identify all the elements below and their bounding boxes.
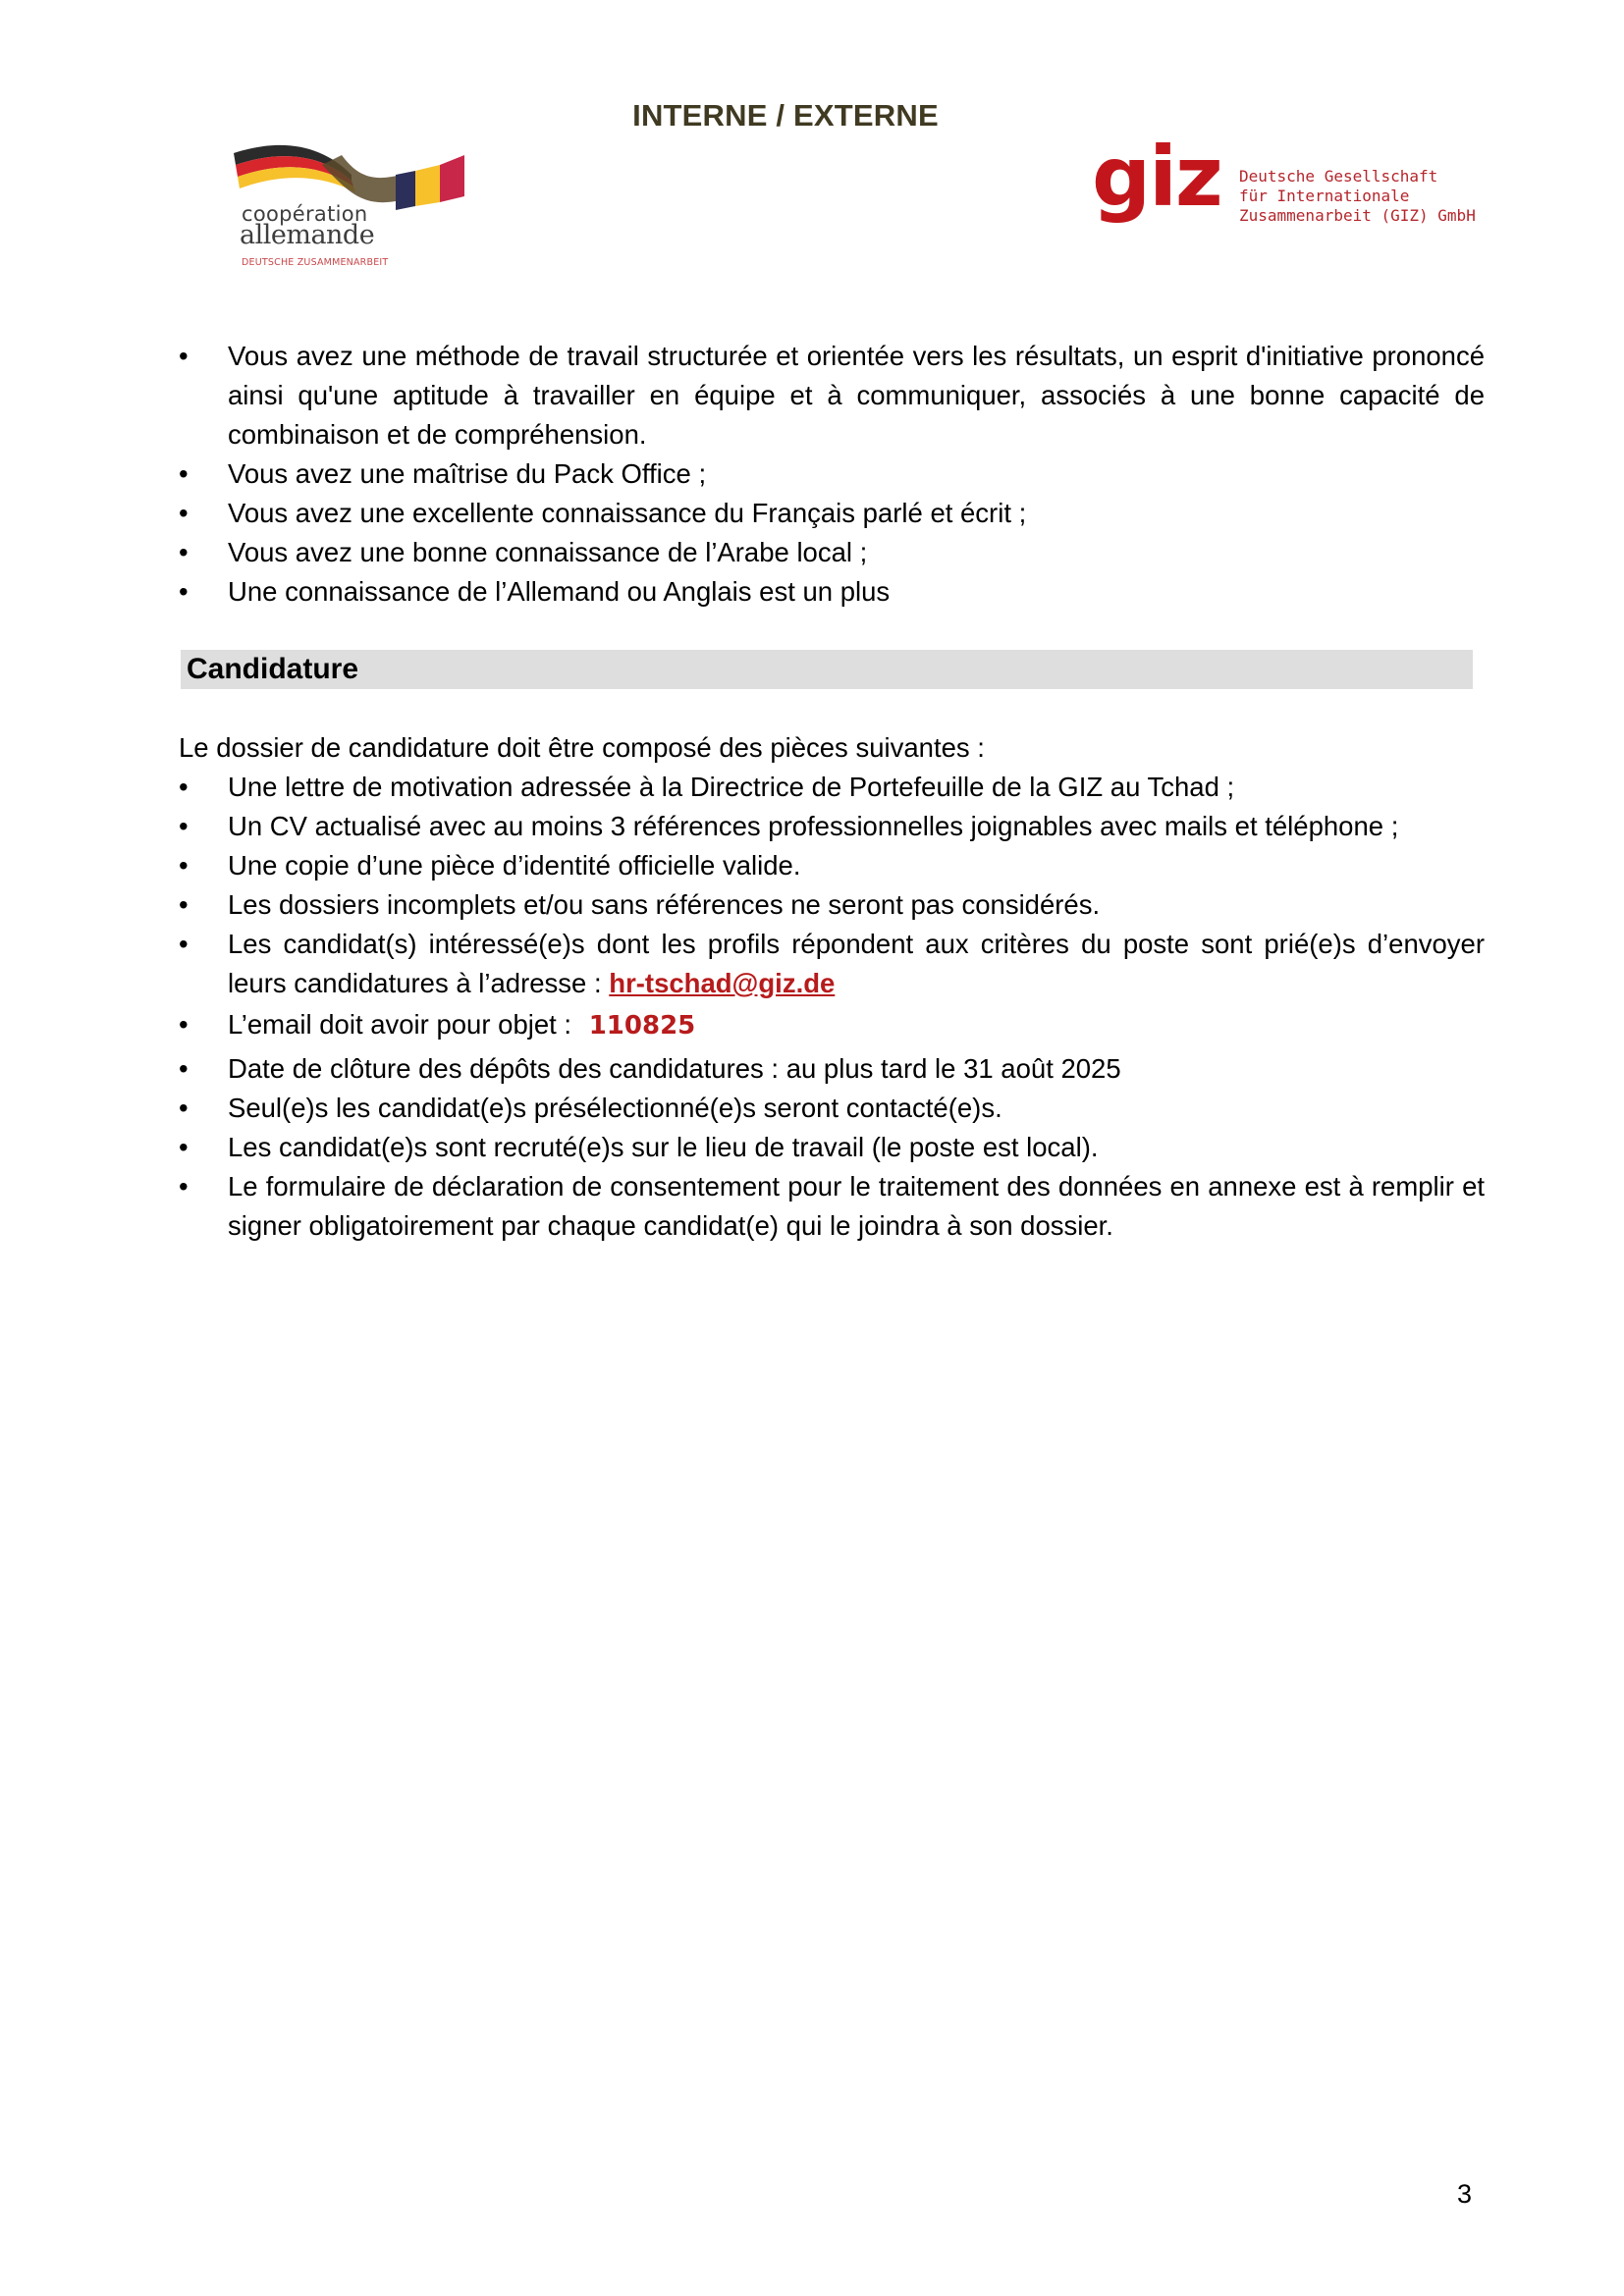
bullet-icon: •: [179, 576, 189, 607]
bullet-icon: •: [179, 458, 189, 489]
list-item: [179, 1089, 1485, 1128]
candidature-section: [179, 728, 1485, 1246]
requirements-list: [179, 337, 1485, 612]
bullet-icon: •: [179, 1132, 189, 1162]
bullet-icon: •: [179, 850, 189, 881]
section-heading-band: [181, 650, 1473, 689]
bullet-icon: •: [179, 889, 189, 920]
bullet-icon: •: [179, 498, 189, 528]
list-item-text: Vous avez une bonne connaissance de l’Arabe local ;: [228, 537, 868, 567]
list-item-text: Les candidat(e)s sont recruté(e)s sur le lieu de travail (le poste est local).: [228, 1132, 1099, 1162]
list-item-text: Les dossiers incomplets et/ou sans références ne seront pas considérés.: [228, 889, 1101, 920]
bullet-icon: •: [179, 929, 189, 959]
list-item: [179, 768, 1485, 807]
list-item-text: Vous avez une excellente connaissance du Français parlé et écrit ;: [228, 498, 1027, 528]
list-item-text: Date de clôture des dépôts des candidatures : au plus tard le 31 août 2025: [228, 1053, 1121, 1084]
section-heading-candidature: Candidature: [187, 653, 359, 685]
logo-text-cooperation: coopération: [242, 202, 368, 226]
requirements-section: [179, 337, 1485, 612]
list-item: [179, 1005, 1485, 1045]
bullet-icon: •: [179, 537, 189, 567]
giz-logo-line3: Zusammenarbeit (GIZ) GmbH: [1239, 206, 1476, 225]
bullet-icon: •: [179, 1171, 189, 1201]
list-item-text: Seul(e)s les candidat(e)s présélectionné(e)s seront contacté(e)s.: [228, 1093, 1002, 1123]
list-item-text: Une copie d’une pièce d’identité officielle valide.: [228, 850, 801, 881]
list-item: [179, 494, 1485, 533]
page-number: 3: [1457, 2179, 1473, 2209]
list-item: [179, 885, 1485, 925]
email-link[interactable]: hr-tschad@giz.de: [609, 968, 836, 998]
bullet-icon: •: [179, 811, 189, 841]
list-item: [179, 925, 1485, 1003]
giz-logo: [1092, 129, 1485, 257]
list-item-text: Vous avez une méthode de travail structurée et orientée vers les résultats, un esprit d'initiative prononcé ainsi qu'une aptitude à travailler en équipe et à communiquer, associés à une bonne capacité de combinaison et de compréhension.: [228, 341, 1485, 450]
cooperation-allemande-logo: [224, 135, 469, 273]
list-item: [179, 337, 1485, 454]
list-item-text: Une lettre de motivation adressée à la Directrice de Portefeuille de la GIZ au Tchad ;: [228, 772, 1235, 802]
candidature-list: [179, 768, 1485, 1246]
subject-reference: 110825: [588, 1011, 696, 1041]
logo-text-allemande: allemande: [240, 220, 375, 250]
apply-instructions-text: Les candidat(s) intéressé(e)s dont les profils répondent aux critères du poste sont prié(e)s d’envoyer leurs candidatures à l’adresse :: [228, 929, 1485, 998]
list-item: [179, 454, 1485, 494]
list-item: [179, 1167, 1485, 1246]
list-item: [179, 807, 1485, 846]
bullet-icon: •: [179, 341, 189, 371]
bullet-icon: •: [179, 1009, 189, 1040]
giz-logo-line2: für Internationale: [1239, 187, 1410, 205]
list-item: [179, 533, 1485, 572]
list-item-text: Vous avez une maîtrise du Pack Office ;: [228, 458, 707, 489]
candidature-intro: Le dossier de candidature doit être composé des pièces suivantes :: [179, 732, 985, 763]
bullet-icon: •: [179, 772, 189, 802]
list-item-text: Le formulaire de déclaration de consentement pour le traitement des données en annexe est à remplir et signer obligatoirement par chaque candidat(e) qui le joindra à son dossier.: [228, 1171, 1485, 1241]
list-item: [179, 846, 1485, 885]
list-item: [179, 572, 1485, 612]
list-item-text: Un CV actualisé avec au moins 3 références professionnelles joignables avec mails et téléphone ;: [228, 811, 1399, 841]
bullet-icon: •: [179, 1053, 189, 1084]
document-header-title: INTERNE / EXTERNE: [632, 98, 939, 133]
giz-logo-text: [1239, 167, 1476, 226]
bullet-icon: •: [179, 1093, 189, 1123]
logo-text-deutsche-zusammenarbeit: DEUTSCHE ZUSAMMENARBEIT: [242, 257, 389, 268]
subject-label: L’email doit avoir pour objet :: [228, 1009, 579, 1040]
list-item: [179, 1049, 1485, 1089]
giz-logo-mark: giz: [1092, 129, 1221, 225]
giz-logo-line1: Deutsche Gesellschaft: [1239, 167, 1438, 186]
list-item: [179, 1128, 1485, 1167]
list-item-text: Une connaissance de l’Allemand ou Anglais est un plus: [228, 576, 891, 607]
